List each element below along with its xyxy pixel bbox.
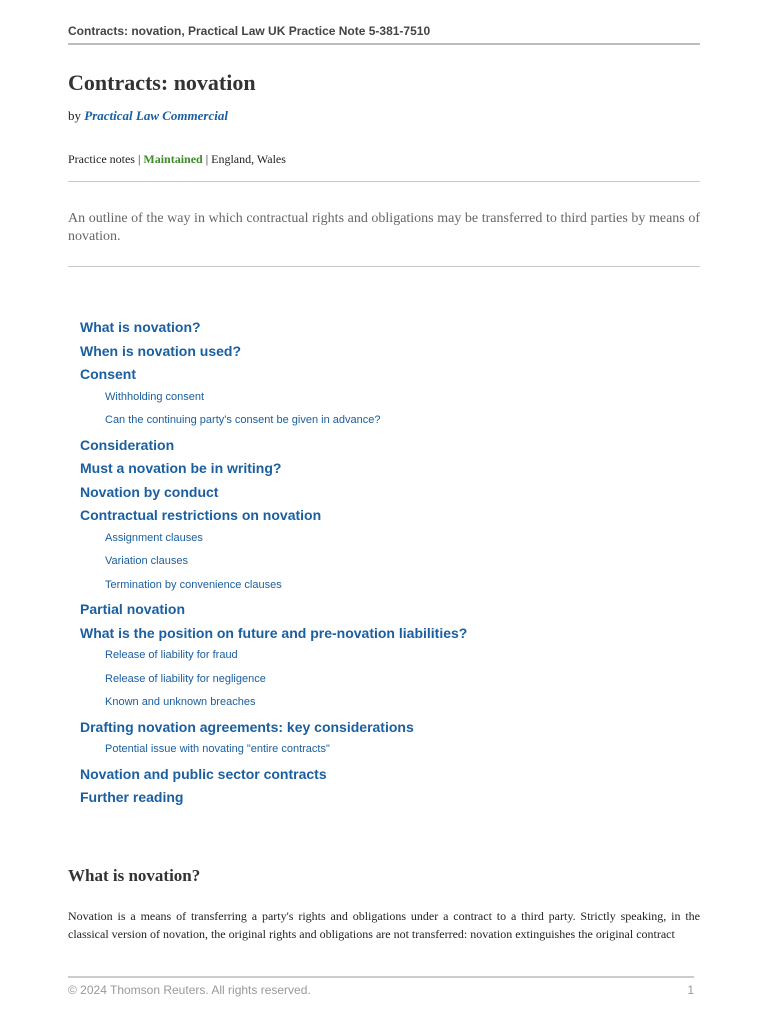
- byline-prefix: by: [68, 108, 81, 123]
- running-header: Contracts: novation, Practical Law UK Practice Note 5-381-7510: [68, 24, 700, 45]
- page-number: 1: [687, 983, 694, 997]
- toc-link[interactable]: What is the position on future and pre-novation liabilities?: [80, 624, 468, 641]
- author-link[interactable]: Practical Law Commercial: [84, 108, 228, 123]
- page-footer: [68, 976, 694, 997]
- toc-link[interactable]: Partial novation: [80, 601, 186, 617]
- resource-type: Practice notes |: [68, 152, 141, 166]
- toc-link[interactable]: Consideration: [80, 436, 175, 453]
- document-meta: [68, 152, 286, 167]
- toc-sublink[interactable]: Known and unknown breaches: [105, 696, 256, 708]
- toc-sublink[interactable]: Release of liability for negligence: [105, 672, 266, 685]
- toc-sublink[interactable]: Assignment clauses: [105, 531, 203, 544]
- copyright: © 2024 Thomson Reuters. All rights reserved.: [68, 983, 311, 997]
- toc-link[interactable]: Must a novation be in writing?: [80, 460, 282, 476]
- toc-link[interactable]: Novation by conduct: [80, 483, 219, 500]
- toc-link[interactable]: When is novation used?: [80, 342, 242, 359]
- toc-sublink[interactable]: Potential issue with novating "entire contracts": [105, 743, 330, 755]
- byline: [68, 108, 228, 124]
- body-paragraph: Novation is a means of transferring a party's rights and obligations under a contract to a third party. Strictly speaking, in the classical version of novation, the original rights and obligations are not transferred: novation extinguishes the original contract: [68, 909, 700, 941]
- toc-link[interactable]: Consent: [80, 366, 136, 382]
- toc-sublink[interactable]: Release of liability for fraud: [105, 649, 238, 661]
- page-title: Contracts: novation: [68, 70, 256, 95]
- toc-sublink[interactable]: Variation clauses: [105, 555, 188, 567]
- toc-link[interactable]: Novation and public sector contracts: [80, 765, 327, 782]
- abstract: An outline of the way in which contractual rights and obligations may be transferred to third parties by means of novation.: [68, 211, 700, 244]
- toc-sublink[interactable]: Termination by convenience clauses: [105, 578, 282, 591]
- jurisdiction: | England, Wales: [205, 152, 286, 166]
- divider: [68, 266, 700, 267]
- table-of-contents: [80, 318, 690, 812]
- toc-link[interactable]: What is novation?: [80, 319, 201, 335]
- toc-sublink[interactable]: Withholding consent: [105, 390, 205, 403]
- toc-link[interactable]: Drafting novation agreements: key considerations: [80, 718, 414, 735]
- section-heading: What is novation?: [68, 866, 201, 885]
- maintained-status: Maintained: [143, 152, 203, 166]
- toc-link[interactable]: Contractual restrictions on novation: [80, 507, 322, 523]
- toc-sublink[interactable]: Can the continuing party's consent be given in advance?: [105, 414, 381, 426]
- divider: [68, 181, 700, 182]
- toc-link[interactable]: Further reading: [80, 789, 184, 805]
